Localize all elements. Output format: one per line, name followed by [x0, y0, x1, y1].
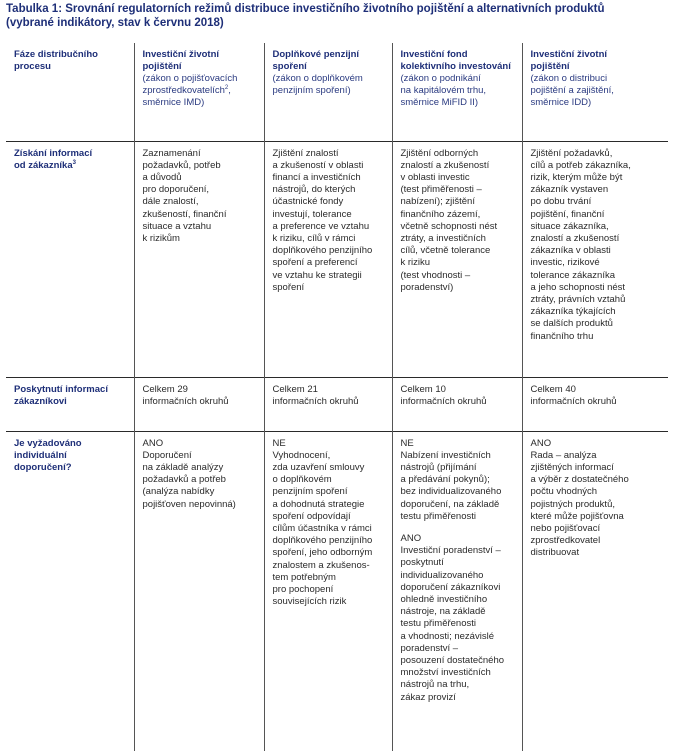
col-1-sub-line: zprostředkovatelích$^2$, [142, 84, 231, 96]
row-label-line: Poskytnutí informací [14, 383, 108, 395]
cell-text-line: k rizikům [142, 232, 180, 244]
cell-text-line: rizik, kterým může být [530, 171, 623, 183]
cell-text-line: ANO [530, 437, 552, 449]
col-4-sub-line: pojištění a zajištění, [530, 85, 614, 96]
cell-text-line: situace a vztahu [142, 220, 212, 232]
cell-text-line: pojistných produktů, [530, 498, 615, 510]
cell-text-line: investují, tolerance [272, 208, 352, 220]
cell-text-line: posouzení dostatečného [400, 654, 505, 666]
cell-text-line: zákazníka v oblasti [530, 245, 611, 257]
cell-text-line: ANO [142, 437, 164, 449]
cell-text-line: (test vhodnosti – [400, 269, 471, 281]
cell-text-line: poradenství – [400, 642, 459, 654]
header-col-1 [134, 43, 264, 141]
cell-text-line: ztráty, a investičních [400, 232, 486, 244]
row-label-cell [6, 431, 134, 751]
cell-text-line: Rada – analýza [530, 449, 597, 461]
cell-text-line: po dobu trvání [530, 196, 592, 208]
cell-text-line: počtu vhodných [530, 486, 598, 498]
header-corner-cell [6, 43, 134, 141]
cell-text-line: Investiční poradenství – [400, 545, 501, 557]
row-label-line: zákazníkovi [14, 395, 67, 407]
cell-text-line: doplňkového penzijního [272, 245, 373, 257]
cell-text-line: informačních okruhů [530, 395, 617, 407]
col-3-sub-line: (zákon o podnikání [400, 73, 481, 84]
cell-text-line: pro pochopení [272, 583, 334, 595]
cell-text-line: a předávání pokynů); [400, 474, 490, 486]
cell-text-line: ve vztahu ke strategii [272, 269, 362, 281]
col-3-sub-line: směrnice MiFID II) [400, 97, 479, 108]
cell-text-line: Vyhodnocení, [272, 449, 331, 461]
cell-text-line: doporučení, na základě [400, 498, 500, 510]
row-label-line: doporučení? [14, 461, 72, 473]
cell-text-line: znalostí a zkušeností [400, 159, 490, 171]
cell-text-line: cílů, včetně tolerance [400, 245, 491, 257]
cell-text-line: dále znalostí, [142, 196, 199, 208]
cell-text-line: financí a investičních [272, 171, 361, 183]
cell-text-line: nástrojů (přijímání [400, 461, 477, 473]
table-cell [134, 377, 264, 431]
col-2-name-line: spoření [272, 61, 307, 72]
cell-text-line: a výběr z dostatečného [530, 474, 629, 486]
cell-text-line: a důvodů [142, 171, 182, 183]
cell-text-line: na základě analýzy [142, 461, 224, 473]
cell-text-line: v oblasti investic [400, 171, 470, 183]
cell-text-line: tem potřebným [272, 571, 336, 583]
row-label-cell [6, 377, 134, 431]
cell-text-line: a preference ve vztahu [272, 220, 370, 232]
cell-text-line: penzijním spoření [272, 486, 348, 498]
header-col-2 [264, 43, 392, 141]
table-cell [134, 431, 264, 751]
cell-text-line: nástroje, na základě [400, 606, 486, 618]
cell-text-line: cílů a potřeb zákazníka, [530, 159, 631, 171]
cell-text-line: o doplňkovém [272, 474, 332, 486]
table-cell [392, 377, 522, 431]
cell-text-line: informačních okruhů [272, 395, 359, 407]
col-2-name-line: Doplňkové penzijní [272, 49, 360, 60]
cell-text-line: nabízení); zjištění [400, 196, 475, 208]
cell-text-line: doporučení zákazníkovi [400, 581, 501, 593]
cell-text-line: Zjištění požadavků, [530, 147, 613, 159]
cell-text-line: znalostí a zkušeností [530, 232, 620, 244]
cell-text-line: nebo pojišťovací [530, 522, 601, 534]
row-label-text: od zákazníka [14, 159, 73, 171]
cell-text-line: testu přiměřenosti [400, 510, 477, 522]
cell-text-line: pro doporučení, [142, 184, 210, 196]
cell-text-line: doplňkového penzijního [272, 535, 373, 547]
cell-text-line: spoření, jeho odborným [272, 547, 373, 559]
cell-text-line: požadavků a potřeb [142, 474, 226, 486]
col-1-name-line: pojištění [142, 61, 182, 72]
cell-text-line: požadavků, potřeb [142, 159, 221, 171]
cell-text-line: Celkem 29 [142, 383, 188, 395]
cell-text-line: účastnické fondy [272, 196, 344, 208]
cell-text-line: poradenství) [400, 281, 454, 293]
cell-text-line: množství investičních [400, 667, 491, 679]
cell-text-line: zprostředkovatel [530, 535, 601, 547]
cell-text-line: informačních okruhů [142, 395, 229, 407]
cell-text-line: Nabízení investičních [400, 449, 491, 461]
cell-text-line: individualizovaného [400, 569, 484, 581]
cell-text-line: finančního trhu [530, 330, 594, 342]
table-row [6, 377, 668, 431]
col-1-sub-line: (zákon o pojišťovacích [142, 73, 238, 84]
cell-text-line: tolerance zákazníka [530, 269, 615, 281]
cell-text-line: distribuovat [530, 547, 580, 559]
cell-text-line: Zaznamenání [142, 147, 201, 159]
header-col-4 [522, 43, 668, 141]
cell-text-line: Celkem 21 [272, 383, 318, 395]
cell-text-line: a vhodnosti; nezávislé [400, 630, 494, 642]
cell-text-line: Celkem 40 [530, 383, 576, 395]
table-cell [264, 431, 392, 751]
cell-text-line: ohledně investičního [400, 593, 488, 605]
cell-text-line: a jeho schopnosti nést [530, 281, 626, 293]
row-label-line [14, 160, 130, 172]
comparison-table [6, 43, 668, 751]
cell-text-line: finančního zázemí, [400, 208, 481, 220]
header-row [6, 43, 668, 141]
table-cell [392, 141, 522, 377]
cell-text-line: investic, rizikové [530, 257, 600, 269]
table-title-line-2: (vybrané indikátory, stav k červnu 2018) [6, 17, 224, 29]
cell-text-line: NE [400, 437, 414, 449]
header-col-3 [392, 43, 522, 141]
cell-text-line: zkušeností, finanční [142, 208, 227, 220]
paragraph-gap [401, 523, 518, 533]
cell-text-line: situace zákazníka, [530, 220, 609, 232]
cell-text-line: spoření [272, 281, 305, 293]
cell-text-line: k riziku [400, 257, 431, 269]
corner-line-2: procesu [14, 61, 51, 72]
row-label-cell [6, 141, 134, 377]
corner-line-1: Fáze distribučního [14, 49, 98, 60]
cell-text-line: Celkem 10 [400, 383, 446, 395]
cell-text-line: (test přiměřenosti – [400, 184, 482, 196]
col-1-name-line: Investiční životní [142, 49, 220, 60]
cell-text-line: se dalších produktů [530, 318, 613, 330]
cell-text-line: poskytnutí [400, 557, 444, 569]
table-row [6, 141, 668, 377]
cell-text-line: k riziku, cílů v rámci [272, 232, 356, 244]
col-3-name-line: Investiční fond [400, 49, 468, 60]
cell-text-line: ztráty, právních vztahů [530, 293, 626, 305]
cell-text-line: nástrojů, do kterých [272, 184, 356, 196]
cell-text-line: ANO [400, 532, 422, 544]
cell-text-line: pojištění, finanční [530, 208, 605, 220]
cell-text-line: (analýza nabídky [142, 486, 215, 498]
cell-text-line: včetně schopnosti nést [400, 220, 498, 232]
table-title [6, 2, 666, 30]
cell-text-line: a dohodnutá strategie [272, 498, 365, 510]
footnote-ref: 2 [224, 84, 229, 91]
table-cell [134, 141, 264, 377]
cell-text-line: spoření odpovídají [272, 510, 351, 522]
table-cell [522, 431, 668, 751]
col-1-sub-line: směrnice IMD) [142, 97, 205, 108]
cell-text-line: zákaz provizí [400, 691, 456, 703]
col-2-sub-line: (zákon o doplňkovém [272, 73, 363, 84]
table-cell [264, 141, 392, 377]
col-2-sub-line: penzijním spoření) [272, 85, 351, 96]
cell-text-line: bez individualizovaného [400, 486, 502, 498]
col-4-name-line: Investiční životní [530, 49, 608, 60]
table-cell [392, 431, 522, 751]
footnote-ref: 3 [72, 159, 76, 166]
cell-text-line: nástrojů na trhu, [400, 679, 470, 691]
col-3-name-line: kolektivního investování [400, 61, 511, 72]
table-cell [264, 377, 392, 431]
row-label-line: Je vyžadováno [14, 437, 82, 449]
table-row [6, 431, 668, 751]
cell-text-line: zda uzavření smlouvy [272, 461, 365, 473]
col-3-sub-line: na kapitálovém trhu, [400, 85, 487, 96]
cell-text-line: zákazníka týkajících [530, 306, 616, 318]
cell-text-line: znalostem a zkušenos- [272, 559, 370, 571]
table-title-line-1: Tabulka 1: Srovnání regulatorních režimů distribuce investičního životního pojištění a alternativních produktů [6, 3, 605, 15]
cell-text-line: které může pojišťovna [530, 510, 624, 522]
col-4-sub-line: (zákon o distribuci [530, 73, 608, 84]
cell-text-line: Doporučení [142, 449, 192, 461]
cell-text-line: pojišťoven nepovinná) [142, 498, 236, 510]
cell-text-line: informačních okruhů [400, 395, 487, 407]
table-cell [522, 377, 668, 431]
col-4-name-line: pojištění [530, 61, 570, 72]
cell-text-line: souvisejících rizik [272, 596, 347, 608]
col-4-sub-line: směrnice IDD) [530, 97, 592, 108]
cell-text-line: Zjištění odborných [400, 147, 479, 159]
table-cell [522, 141, 668, 377]
cell-text-line: Zjištění znalostí [272, 147, 339, 159]
cell-text-line: NE [272, 437, 286, 449]
cell-text-line: testu přiměřenosti [400, 618, 477, 630]
row-label-line: individuální [14, 449, 67, 461]
cell-text-line: a zkušeností v oblasti [272, 159, 364, 171]
cell-text-line: spoření a preferencí [272, 257, 358, 269]
row-label-line: Získání informací [14, 147, 93, 159]
cell-text-line: zákazník vystaven [530, 184, 609, 196]
cell-text-line: zjištěných informací [530, 461, 614, 473]
cell-text-line: cílům účastníka v rámci [272, 522, 372, 534]
col-1-sub-text: zprostředkovatelích [142, 85, 225, 96]
